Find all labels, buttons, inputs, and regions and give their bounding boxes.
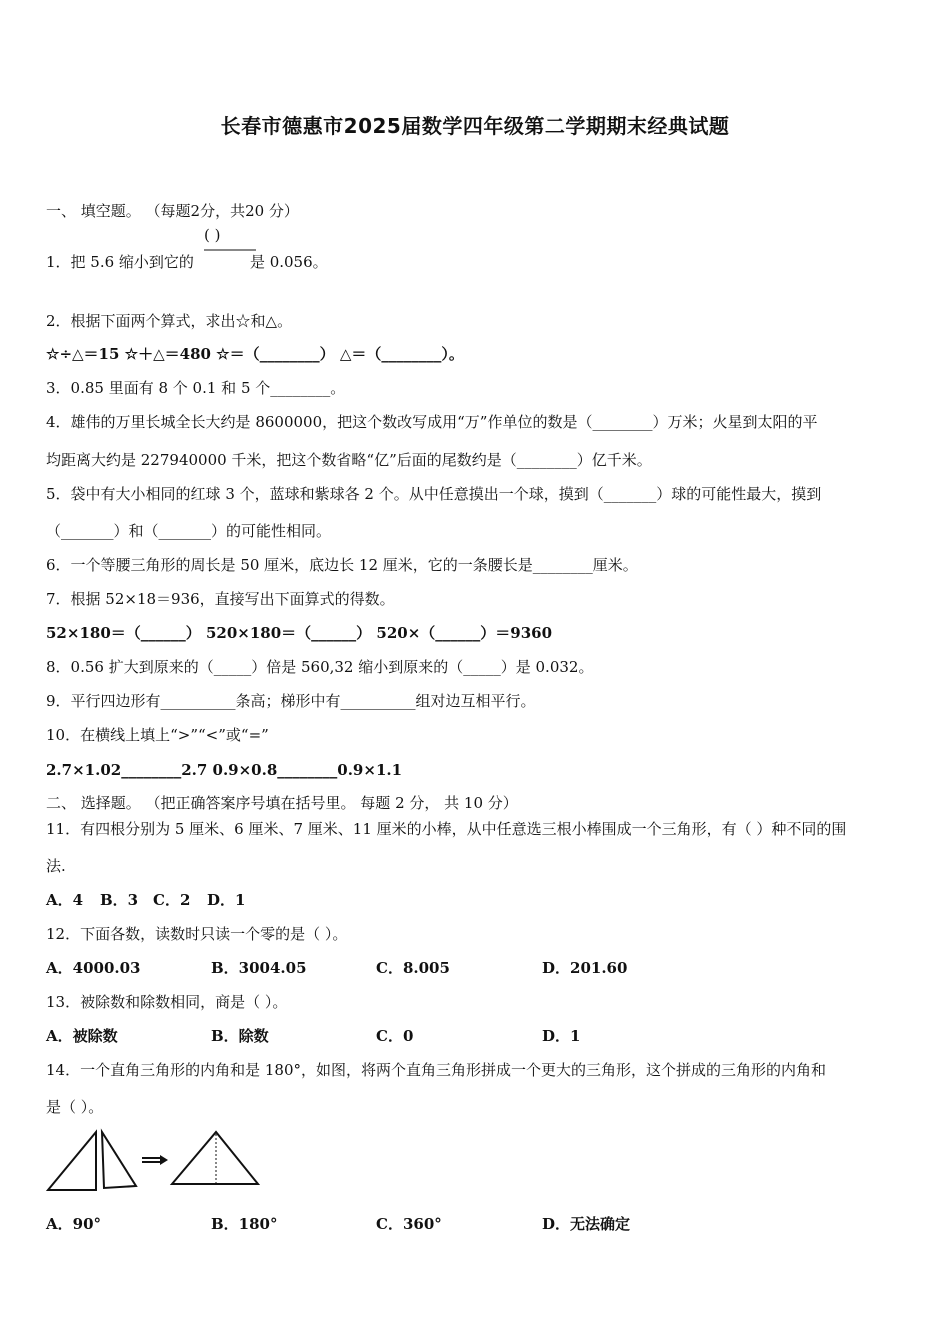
combined-triangle	[172, 1132, 258, 1184]
q13-option-d[interactable]: D．1	[542, 1027, 581, 1045]
q14-line-1: 14．一个直角三角形的内角和是 180°，如图，将两个直角三角形拼成一个更大的三角形，这个拼成的三角形的内角和	[46, 1061, 826, 1079]
q1-text-after: 是 0.056。	[249, 253, 328, 271]
q14-figure	[44, 1128, 264, 1194]
q12-option-b[interactable]: B．3004.05	[211, 959, 307, 977]
q11-options	[46, 889, 906, 911]
q8-text: 8．0.56 扩大到原来的（_____）倍是 560,32 缩小到原来的（_____）是 0.032。	[46, 658, 594, 676]
q7-text: 7．根据 52×18＝936，直接写出下面算式的得数。	[46, 590, 395, 608]
q11-line-1: 11．有四根分别为 5 厘米、6 厘米、7 厘米、11 厘米的小棒，从中任意选三根小棒围成一个三角形，有（ ）种不同的围	[46, 820, 847, 838]
q14-option-b[interactable]: B．180°	[211, 1215, 278, 1233]
q2-text: 2．根据下面两个算式，求出☆和△。	[46, 312, 293, 330]
q13-option-b[interactable]: B．除数	[211, 1027, 269, 1045]
q10-formula: 2.7×1.02________2.7 0.9×0.8________0.9×1.1	[46, 761, 403, 779]
q13-option-a[interactable]: A．被除数	[46, 1027, 118, 1045]
q13-options	[46, 1025, 906, 1047]
q2-formula: ☆÷△＝15 ☆＋△＝480 ☆＝（________） △＝（________）。	[46, 345, 464, 363]
q12-option-c[interactable]: C．8.005	[376, 959, 450, 977]
q12-option-a[interactable]: A．4000.03	[46, 959, 141, 977]
page-title: 长春市德惠市2025届数学四年级第二学期期末经典试题	[220, 114, 730, 138]
q3-text: 3．0.85 里面有 8 个 0.1 和 5 个________。	[46, 379, 346, 397]
q13-option-c[interactable]: C．0	[376, 1027, 414, 1045]
q14-option-c[interactable]: C．360°	[376, 1215, 442, 1233]
q13-text: 13．被除数和除数相同，商是（ ）。	[46, 993, 288, 1011]
q11-line-2: 法.	[46, 857, 66, 875]
q1-line	[46, 251, 906, 273]
q1-text-before: 1．把 5.6 缩小到它的	[46, 253, 194, 271]
arrow-icon	[142, 1155, 168, 1165]
right-right-triangle	[102, 1132, 136, 1188]
q9-text: 9．平行四边形有__________条高；梯形中有__________组对边互相平行。	[46, 692, 536, 710]
q5-line-2: （_______）和（_______）的可能性相同。	[46, 522, 332, 540]
q1-fraction-top: ( )	[204, 226, 221, 244]
q12-options	[46, 957, 906, 979]
q11-option-c[interactable]: C．2	[153, 891, 191, 909]
q14-line-2: 是（ ）。	[46, 1098, 104, 1116]
q14-option-d[interactable]: D．无法确定	[542, 1215, 631, 1233]
section-1-heading: 一、 填空题。 （每题2分，共20 分）	[46, 202, 299, 220]
q10-text: 10．在横线上填上“>”“<”或“=”	[46, 726, 269, 744]
left-right-triangle	[48, 1132, 96, 1190]
q14-option-a[interactable]: A．90°	[46, 1215, 102, 1233]
q4-line-1: 4．雄伟的万里长城全长大约是 8600000，把这个数改写成用“万”作单位的数是（________）万米；火星到太阳的平	[46, 413, 818, 431]
q6-text: 6．一个等腰三角形的周长是 50 厘米，底边长 12 厘米，它的一条腰长是________厘米。	[46, 556, 638, 574]
q11-option-a[interactable]: A．4	[46, 891, 84, 909]
q4-line-2: 均距离大约是 227940000 千米，把这个数省略“亿”后面的尾数约是（________）亿千米。	[46, 451, 652, 469]
q14-options	[46, 1213, 906, 1235]
q5-line-1: 5．袋中有大小相同的红球 3 个，蓝球和紫球各 2 个。从中任意摸出一个球，摸到（_______）球的可能性最大，摸到	[46, 485, 822, 503]
section-2-heading: 二、 选择题。 （把正确答案序号填在括号里。 每题 2 分， 共 10 分）	[46, 794, 518, 812]
q7-formula: 52×180＝（______） 520×180＝（______） 520×（______）＝9360	[46, 624, 553, 642]
q12-option-d[interactable]: D．201.60	[542, 959, 628, 977]
q12-text: 12．下面各数，读数时只读一个零的是（ ）。	[46, 925, 348, 943]
q11-option-b[interactable]: B．3	[100, 891, 139, 909]
q11-option-d[interactable]: D．1	[207, 891, 246, 909]
